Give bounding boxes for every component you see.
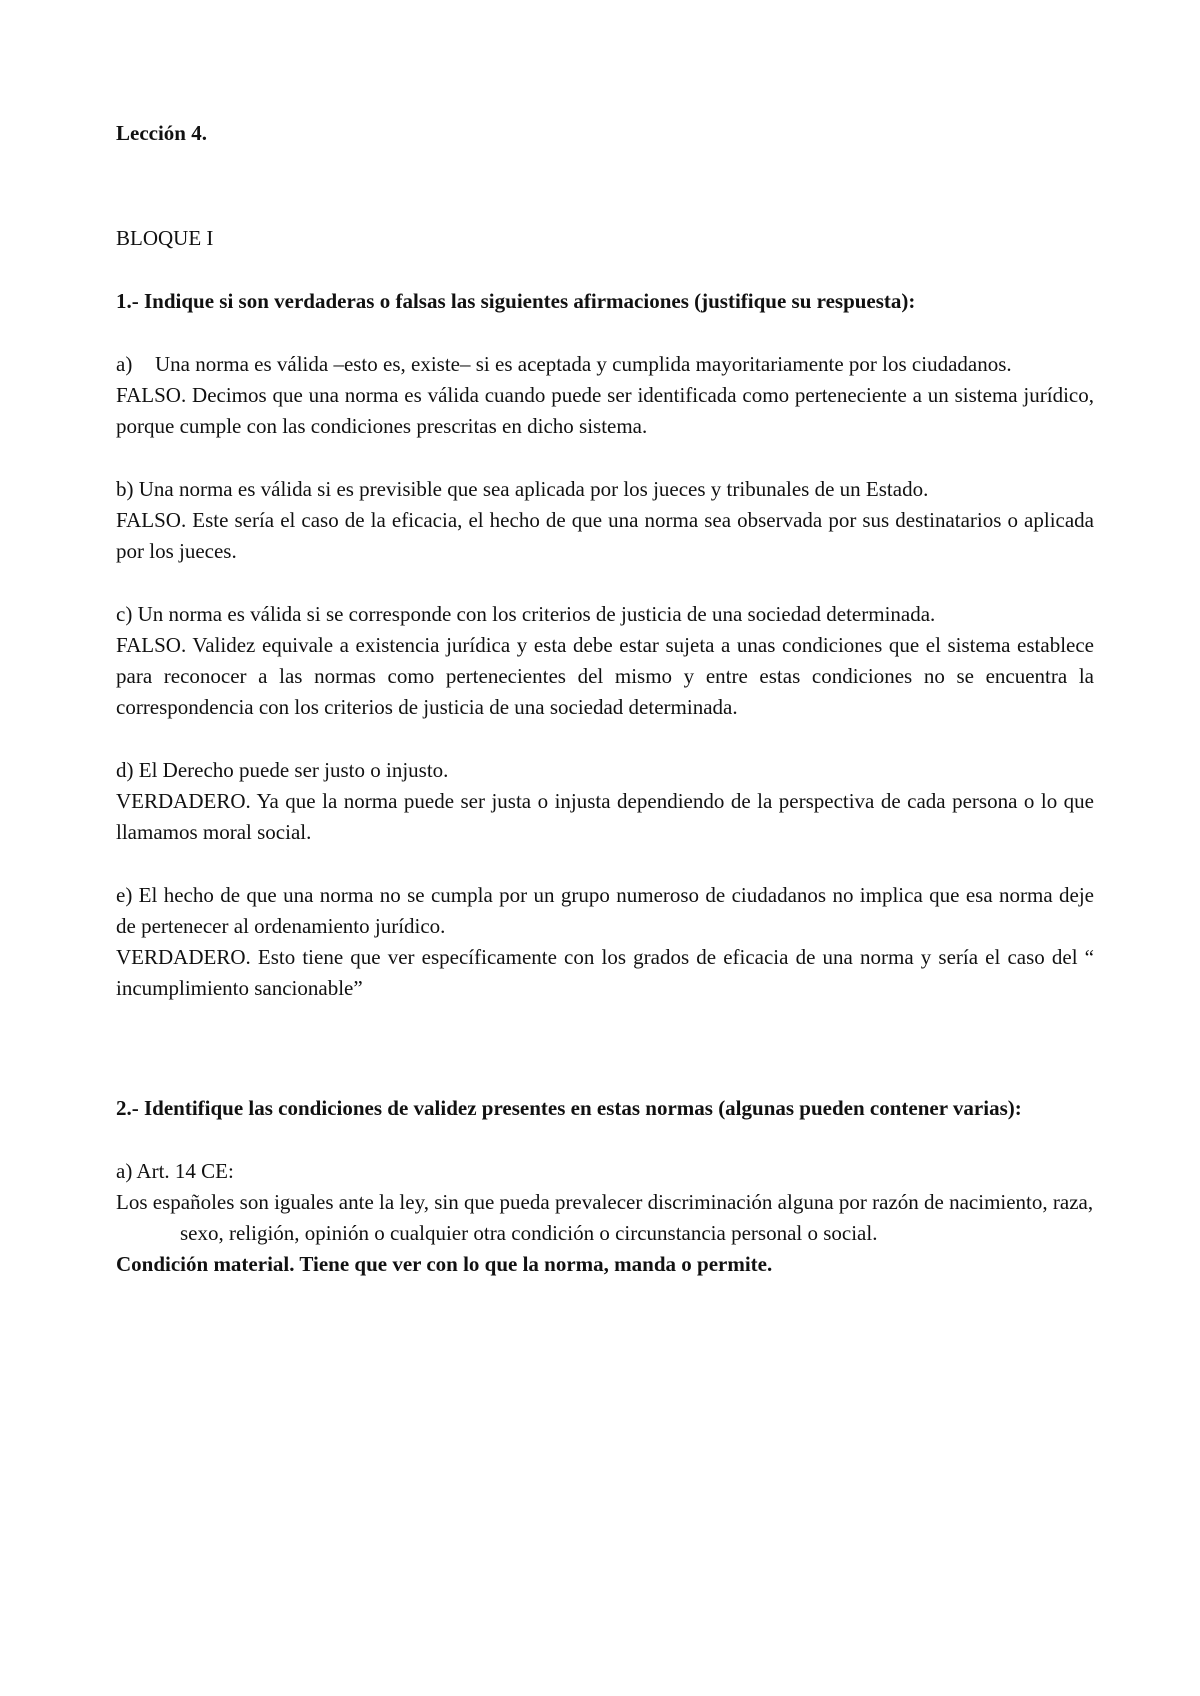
item-a-answer: FALSO. Decimos que una norma es válida cuando puede ser identificada como perteneciente a un sistema jurídico, porque cumple con las condiciones prescritas en dicho sistema. (116, 383, 1094, 438)
question-2-prompt: 2.- Identifique las condiciones de validez presentes en estas normas (algunas pueden contener varias): (116, 1096, 1022, 1120)
item-d-statement: d) El Derecho puede ser justo o injusto. (116, 758, 449, 782)
item-a-marker: a) (116, 352, 133, 376)
item-b-statement: b) Una norma es válida si es previsible que sea aplicada por los jueces y tribunales de un Estado. (116, 477, 929, 501)
item-a-statement-text: Una norma es válida –esto es, existe– si es aceptada y cumplida mayoritariamente por los ciudadanos. (155, 352, 1012, 376)
document-page (116, 118, 1094, 1280)
block-title: BLOQUE I (116, 226, 214, 250)
question-2-item-a (116, 1156, 1094, 1280)
item-c-statement: c) Un norma es válida si se corresponde con los criterios de justicia de una sociedad determinada. (116, 602, 936, 626)
item-d-answer: VERDADERO. Ya que la norma puede ser justa o injusta dependiendo de la perspectiva de cada persona o lo que llamamos moral social. (116, 789, 1094, 844)
question-1-item-c (116, 599, 1094, 723)
question-1-item-a (116, 349, 1094, 442)
question-2-item-a-heading: a) Art. 14 CE: (116, 1159, 234, 1183)
item-e-statement: e) El hecho de que una norma no se cumpla por un grupo numeroso de ciudadanos no implica que esa norma deje de pertenecer al ordenamiento jurídico. (116, 883, 1094, 938)
question-2-item-a-answer: Condición material. Tiene que ver con lo que la norma, manda o permite. (116, 1252, 773, 1276)
question-2-item-a-text: Los españoles son iguales ante la ley, sin que pueda prevalecer discriminación alguna por razón de nacimiento, raza, sexo, religión, opinión o cualquier otra condición o circunstancia personal o social. (116, 1190, 1094, 1245)
item-a-statement (116, 349, 1094, 380)
question-1-item-e (116, 880, 1094, 1004)
item-b-answer: FALSO. Este sería el caso de la eficacia, el hecho de que una norma sea observada por sus destinatarios o aplicada por los jueces. (116, 508, 1094, 563)
question-1-item-d (116, 755, 1094, 848)
item-c-answer: FALSO. Validez equivale a existencia jurídica y esta debe estar sujeta a unas condiciones que el sistema establece para reconocer a las normas como pertenecientes del mismo y entre estas condiciones no se encuentra la correspondencia con los criterios de justicia de una sociedad determinada. (116, 633, 1094, 719)
lesson-title: Lección 4. (116, 121, 207, 145)
item-e-answer: VERDADERO. Esto tiene que ver específicamente con los grados de eficacia de una norma y sería el caso del “ incumplimiento sancionable” (116, 945, 1094, 1000)
question-1-prompt: 1.- Indique si son verdaderas o falsas las siguientes afirmaciones (justifique su respuesta): (116, 289, 916, 313)
question-1-item-b (116, 474, 1094, 567)
